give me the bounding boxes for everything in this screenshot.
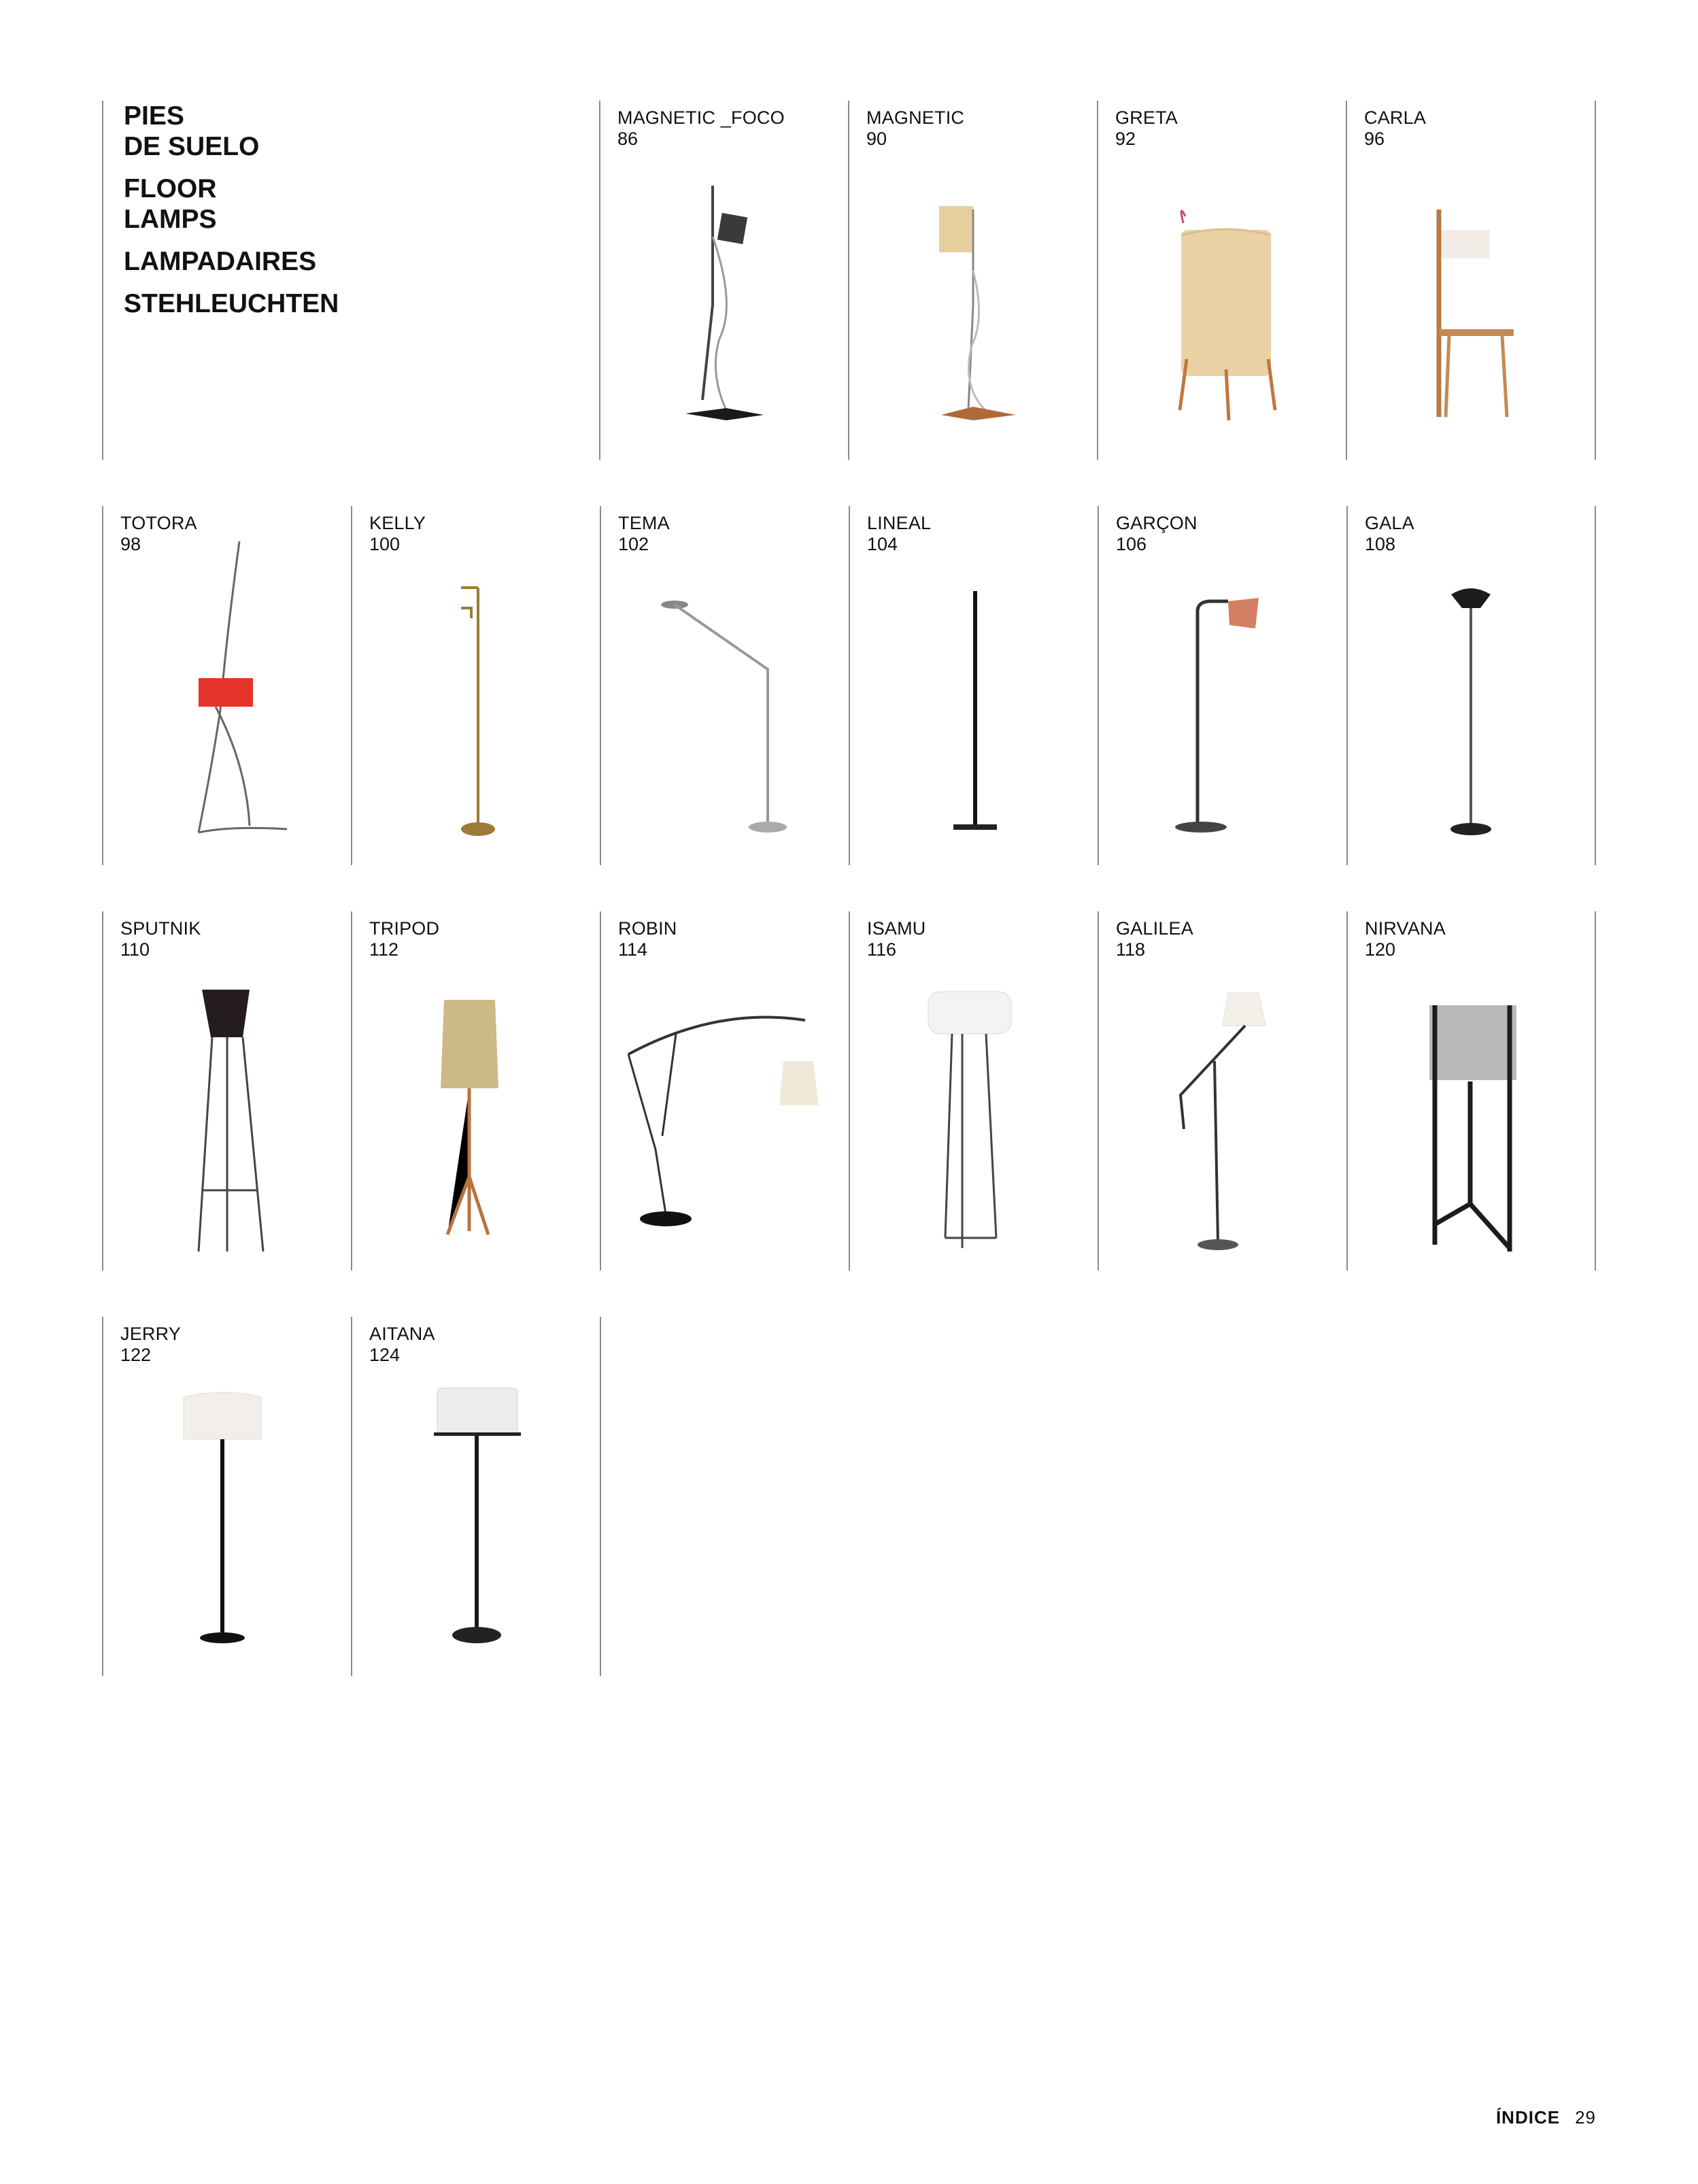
isamu-lamp-image (850, 911, 1099, 1271)
product-card[interactable] (102, 1317, 351, 1676)
product-page: 110 (120, 939, 150, 960)
garcon-lamp-image (1099, 506, 1348, 865)
product-page: 100 (369, 534, 401, 554)
gala-lamp-image (1348, 506, 1597, 865)
product-page: 116 (867, 939, 897, 960)
column-divider (1595, 911, 1596, 1271)
product-name: GRETA (1115, 107, 1178, 128)
product-page: 96 (1364, 129, 1385, 149)
product-page: 108 (1365, 534, 1396, 554)
product-name: KELLY (369, 513, 426, 533)
greta-lamp-image (1098, 101, 1347, 460)
page-footer (1496, 2107, 1596, 2128)
jerry-lamp-image (103, 1317, 352, 1676)
product-card[interactable] (1346, 101, 1595, 460)
product-page: 102 (618, 534, 649, 554)
product-name: JERRY (120, 1324, 182, 1344)
product-name: MAGNETIC (866, 107, 965, 128)
product-page: 122 (120, 1345, 152, 1365)
aitana-lamp-image (352, 1317, 601, 1676)
product-page: 104 (867, 534, 898, 554)
nirvana-lamp-image (1348, 911, 1597, 1271)
product-card[interactable] (599, 101, 848, 460)
product-page: 98 (120, 534, 141, 554)
product-name: TRIPOD (369, 918, 440, 939)
product-card[interactable] (102, 506, 351, 865)
heading-english: FLOOR LAMPS (124, 174, 217, 234)
product-card[interactable] (849, 911, 1098, 1271)
column-divider (1595, 101, 1596, 460)
product-page: 86 (617, 129, 639, 149)
product-name: TEMA (618, 513, 670, 533)
kelly-lamp-image (352, 506, 601, 865)
section-heading (102, 101, 593, 460)
tripod-lamp-image (352, 911, 601, 1271)
product-page: 106 (1116, 534, 1147, 554)
product-page: 124 (369, 1345, 401, 1365)
product-card[interactable] (1098, 506, 1346, 865)
carla-lamp-image (1347, 101, 1596, 460)
product-name: SPUTNIK (120, 918, 201, 939)
product-page: 90 (866, 129, 887, 149)
product-page: 112 (369, 939, 399, 960)
product-name: AITANA (369, 1324, 435, 1344)
product-card[interactable] (1346, 506, 1595, 865)
product-page: 118 (1116, 939, 1146, 960)
product-card[interactable] (351, 911, 600, 1271)
product-name: GARÇON (1116, 513, 1198, 533)
product-name: GALA (1365, 513, 1414, 533)
sputnik-lamp-image (103, 911, 352, 1271)
product-card[interactable] (600, 506, 849, 865)
column-divider (600, 1317, 601, 1676)
product-page: 114 (618, 939, 648, 960)
product-name: CARLA (1364, 107, 1427, 128)
product-card[interactable] (102, 911, 351, 1271)
product-card[interactable] (351, 506, 600, 865)
galilea-lamp-image (1099, 911, 1348, 1271)
product-name: ISAMU (867, 918, 926, 939)
product-page: 120 (1365, 939, 1396, 960)
product-page: 92 (1115, 129, 1136, 149)
totora-lamp-image (103, 506, 352, 865)
product-card[interactable] (351, 1317, 600, 1676)
heading-french: LAMPADAIRES (124, 247, 317, 276)
product-name: LINEAL (867, 513, 932, 533)
product-card[interactable] (1346, 911, 1595, 1271)
product-card[interactable] (848, 101, 1097, 460)
product-name: NIRVANA (1365, 918, 1446, 939)
tema-lamp-image (601, 506, 850, 865)
product-card[interactable] (1097, 101, 1346, 460)
column-divider (1595, 506, 1596, 865)
page-number: 29 (1575, 2107, 1596, 2128)
product-name: ROBIN (618, 918, 677, 939)
heading-spanish: PIES DE SUELO (124, 101, 260, 161)
product-card[interactable] (1098, 911, 1346, 1271)
lineal-lamp-image (850, 506, 1099, 865)
heading-german: STEHLEUCHTEN (124, 289, 339, 318)
product-name: GALILEA (1116, 918, 1193, 939)
magnetic-foco-lamp-image (600, 101, 849, 460)
product-name: TOTORA (120, 513, 197, 533)
index-link[interactable]: ÍNDICE (1495, 2107, 1561, 2128)
robin-lamp-image (601, 911, 850, 1271)
product-card[interactable] (849, 506, 1098, 865)
product-card[interactable] (600, 911, 849, 1271)
magnetic-lamp-image (849, 101, 1098, 460)
product-name: MAGNETIC _FOCO (617, 107, 785, 128)
